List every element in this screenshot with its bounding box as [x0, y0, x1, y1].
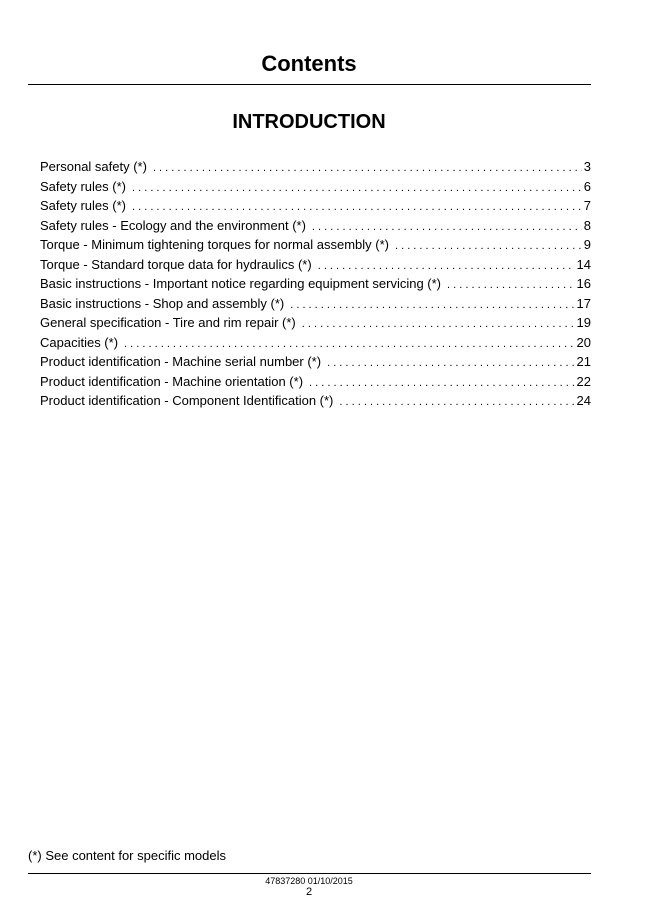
- toc-entry-personal-safety[interactable]: [40, 157, 591, 177]
- toc-entry-label: Capacities (*): [40, 334, 119, 350]
- toc-entry-page: 6: [583, 178, 591, 194]
- toc-entry-label: Safety rules (*): [40, 178, 126, 194]
- toc-entry-safety-rules-1[interactable]: [40, 177, 591, 197]
- toc-entry-safety-rules-2[interactable]: [40, 196, 591, 216]
- toc-entry-serial-number[interactable]: [40, 352, 591, 372]
- page-number: 2: [305, 886, 313, 898]
- toc-entry-page: 16: [576, 276, 591, 291]
- toc-entry-hydraulic-torques[interactable]: [40, 255, 591, 275]
- toc-entry-page: 24: [576, 393, 591, 408]
- toc-entry-label: General specification - Tire and rim repair (*): [40, 315, 296, 330]
- toc-entry-label: Basic instructions - Important notice regarding equipment servicing (*): [40, 276, 442, 291]
- toc-dot-leader: [132, 179, 582, 199]
- header-divider: [28, 84, 591, 85]
- page-title: Contents: [261, 51, 357, 76]
- toc-entry-page: 14: [576, 256, 591, 272]
- toc-entry-label: Product identification - Component Identification (*): [40, 393, 334, 408]
- table-of-contents: [40, 157, 591, 411]
- toc-entry-component-identification[interactable]: [40, 391, 591, 411]
- toc-dot-leader: [153, 159, 582, 179]
- toc-entry-page: 8: [583, 217, 591, 233]
- toc-dot-leader: [339, 393, 574, 413]
- toc-entry-shop-assembly[interactable]: [40, 294, 591, 314]
- toc-entry-label: Personal safety (*): [40, 159, 147, 174]
- footnote: (*) See content for specific models: [28, 848, 226, 863]
- toc-entry-page: 17: [576, 295, 591, 311]
- toc-dot-leader: [309, 374, 575, 394]
- toc-entry-page: 21: [576, 354, 591, 369]
- toc-entry-equipment-servicing[interactable]: [40, 274, 591, 294]
- toc-dot-leader: [302, 315, 575, 335]
- toc-entry-label: Basic instructions - Shop and assembly (*): [40, 295, 285, 311]
- toc-dot-leader: [290, 296, 574, 316]
- toc-dot-leader: [327, 354, 574, 374]
- document-id: 47837280 01/10/2015: [265, 876, 353, 886]
- section-title: INTRODUCTION: [232, 111, 386, 133]
- toc-entry-label: Product identification - Machine serial number (*): [40, 354, 322, 369]
- toc-dot-leader: [447, 276, 575, 296]
- toc-entry-page: 7: [583, 198, 591, 213]
- footer-divider: [28, 873, 591, 874]
- toc-entry-tire-rim-repair[interactable]: [40, 313, 591, 333]
- toc-entry-page: 19: [576, 315, 591, 330]
- toc-entry-page: 22: [576, 373, 591, 389]
- toc-entry-capacities[interactable]: [40, 333, 591, 353]
- toc-entry-page: 3: [583, 159, 591, 174]
- toc-entry-label: Torque - Standard torque data for hydraulics (*): [40, 256, 312, 272]
- toc-entry-page: 20: [576, 334, 591, 350]
- toc-entry-machine-orientation[interactable]: [40, 372, 591, 392]
- toc-entry-ecology-environment[interactable]: [40, 216, 591, 236]
- toc-entry-page: 9: [583, 237, 591, 252]
- toc-entry-label: Safety rules (*): [40, 198, 126, 213]
- toc-entry-label: Safety rules - Ecology and the environment (*): [40, 217, 306, 233]
- toc-entry-label: Product identification - Machine orientation (*): [40, 373, 304, 389]
- toc-entry-label: Torque - Minimum tightening torques for normal assembly (*): [40, 237, 389, 252]
- toc-dot-leader: [395, 237, 582, 257]
- toc-entry-minimum-torques[interactable]: [40, 235, 591, 255]
